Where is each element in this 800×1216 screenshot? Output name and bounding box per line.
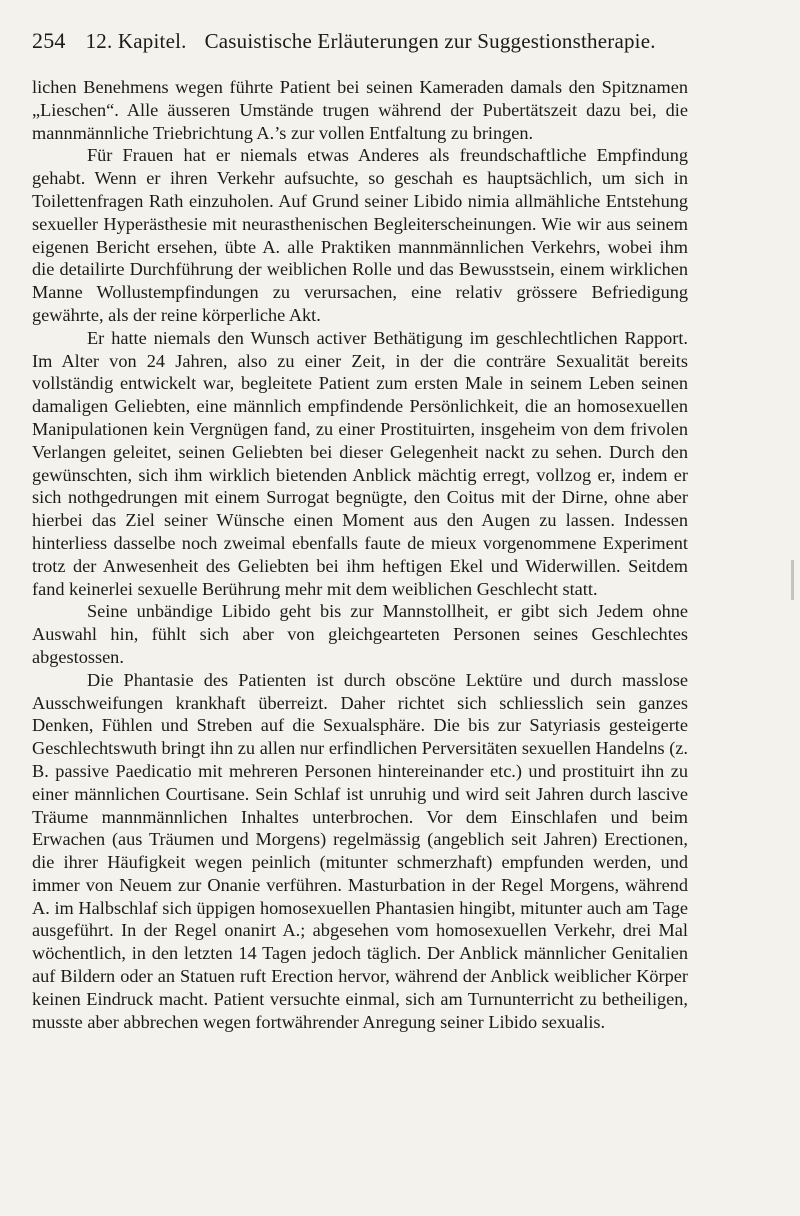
page-edge-shadow (791, 560, 794, 600)
paragraph: Seine unbändige Libido geht bis zur Mannstollheit, er gibt sich Jedem ohne Auswahl hin, fühlt sich aber von gleichgearteten Personen seines Geschlechtes abgestossen. (32, 601, 688, 667)
page-number: 254 (32, 28, 66, 53)
running-title: Casuistische Erläuterungen zur Suggestionstherapie. (204, 29, 656, 53)
running-header (32, 28, 688, 62)
paragraph: Er hatte niemals den Wunsch activer Bethätigung im geschlechtlichen Rapport. Im Alter von 24 Jahren, also zu einer Zeit, in der die conträre Sexualität bereits vollständig entwickelt war, begleitete Patient zum ersten Male in seinem Leben seinen damaligen Geliebten, eine männlich empfindende Persönlichkeit, die an homosexuellen Manipulationen kein Vergnügen fand, zu einer Prostituirten, insgeheim von dem frivolen Verlangen geleitet, seinen Geliebten bei dieser Gelegenheit nackt zu sehen. Durch den gewünschten, sich ihm wirklich bietenden Anblick mächtig erregt, vollzog er, indem er sich nothgedrungen mit einem Surrogat begnügte, den Coitus mit der Dirne, ohne aber hierbei das Ziel seiner Wünsche einen Moment aus den Augen zu lassen. Indessen hinterliess dasselbe noch zweimal ebenfalls faute de mieux vorgenommene Experiment trotz der Anwesenheit des Geliebten bei ihm heftigen Ekel und Widerwillen. Seitdem fand keinerlei sexuelle Berührung mehr mit dem weiblichen Geschlecht statt. (32, 327, 688, 599)
page-body (32, 76, 688, 1033)
paragraph: lichen Benehmens wegen führte Patient bei seinen Kameraden damals den Spitznamen „Lieschen“. Alle äusseren Umstände trugen während der Pubertätszeit dazu bei, die mannmännliche Triebrichtung A.’s zur vollen Entfaltung zu bringen. (32, 77, 688, 143)
paragraph: Die Phantasie des Patienten ist durch obscöne Lektüre und durch masslose Ausschweifungen krankhaft überreizt. Daher richtet sich schliesslich sein ganzes Denken, Fühlen und Streben auf die Sexualsphäre. Die bis zur Satyriasis gesteigerte Geschlechtswuth bringt ihn zu allen nur erfindlichen Perversitäten sexuellen Handelns (z. B. passive Paedicatio mit mehreren Personen hintereinander etc.) und prostituirt ihn zu einer männlichen Courtisane. Sein Schlaf ist unruhig und wird seit Jahren durch lascive Träume mannmännlichen Inhaltes unterbrochen. Vor dem Einschlafen und beim Erwachen (aus Träumen und Morgens) regelmässig (angeblich seit Jahren) Erectionen, die ihrer Häufigkeit wegen peinlich (mitunter schmerzhaft) empfunden werden, und immer von Neuem zur Onanie verführen. Masturbation in der Regel Morgens, während A. im Halbschlaf sich üppigen homosexuellen Phantasien hingibt, mitunter auch am Tage ausgeführt. In der Regel onanirt A.; abgesehen vom homosexuellen Verkehr, drei Mal wöchentlich, in den letzten 14 Tagen jedoch täglich. Der Anblick männlicher Genitalien auf Bildern oder an Statuen ruft Erection hervor, während der Anblick weiblicher Körper keinen Eindruck macht. Patient versuchte einmal, sich am Turnunterricht zu betheiligen, musste aber abbrechen wegen fortwährender Anregung seiner Libido sexualis. (32, 669, 688, 1032)
paragraph: Für Frauen hat er niemals etwas Anderes als freundschaftliche Empfindung gehabt. Wenn er ihren Verkehr aufsuchte, so geschah es hauptsächlich, um sich in Toilettenfragen Rath einzuholen. Auf Grund seiner Libido nimia allmähliche Entstehung sexueller Hyperästhesie mit neurasthenischen Begleiterscheinungen. Wie wir aus seinem eigenen Bericht ersehen, übte A. alle Praktiken mannmännlichen Verkehrs, wobei ihm die detailirte Durchführung der weiblichen Rolle und das Bewusstsein, einem wirklichen Manne Wollustempfindungen zu verursachen, eine relativ grössere Befriedigung gewährte, als der reine körperliche Akt. (32, 145, 688, 325)
chapter-label: 12. Kapitel. (85, 29, 187, 53)
